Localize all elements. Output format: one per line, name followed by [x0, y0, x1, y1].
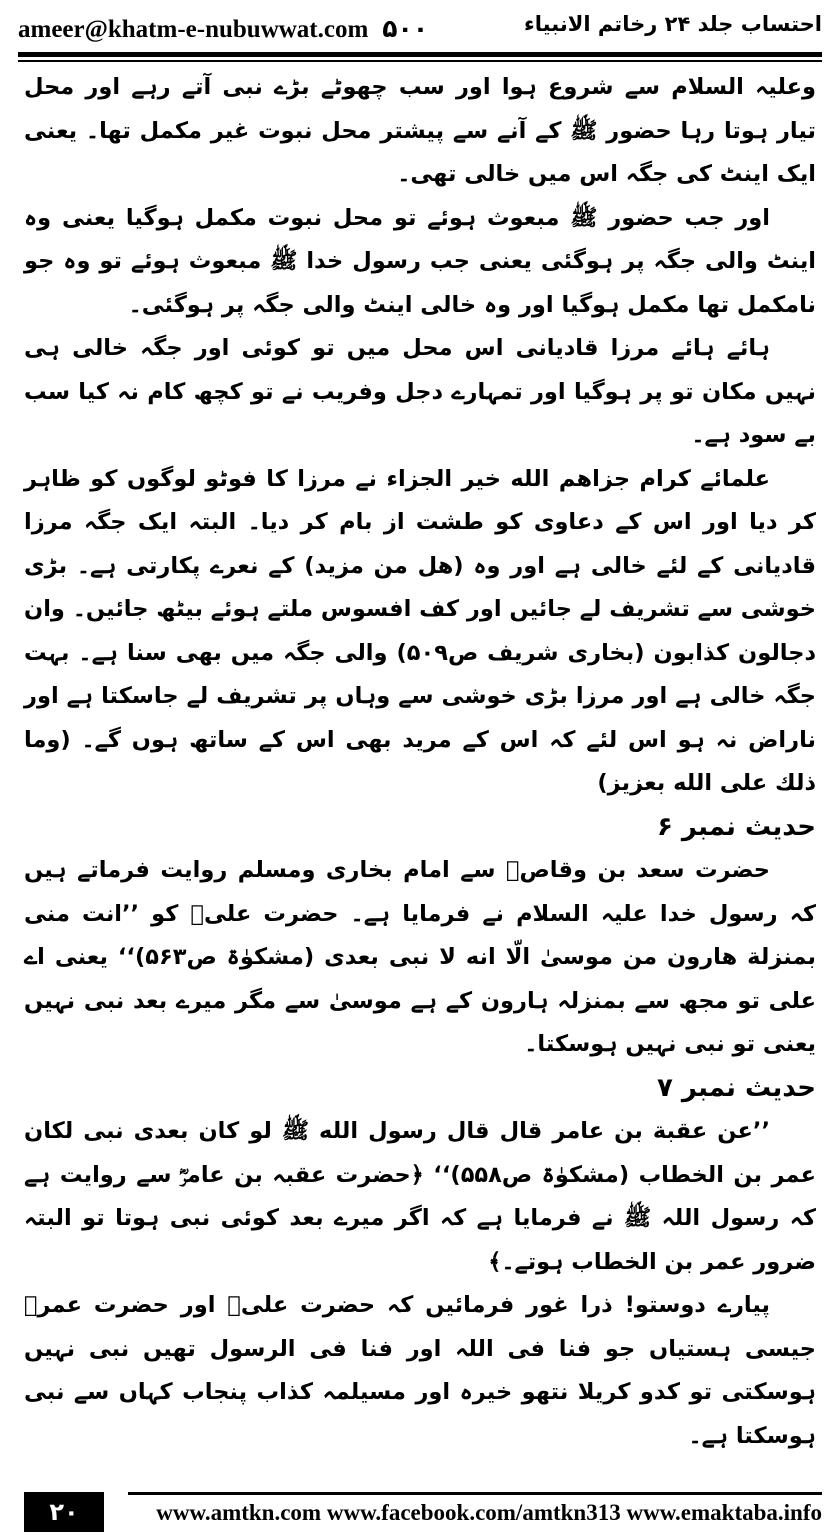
paragraph-5: حضرت سعد بن وقاصؓ سے امام بخاری ومسلم روایت فرماتے ہیں کہ رسول خدا علیہ السلام نے فرمایا ہے۔ حضرت علیؓ کو ’’انت منى بمنزلة هارون من موسىٰ الّا انه لا نبى بعدى (مشکوٰۃ ص۵۶۳)‘‘ یعنی اے علی تو مجھ سے بمنزلہ ہارون کے ہے موسیٰ سے مگر میرے بعد نبی نہیں یعنی تو نبی نہیں ہوسکتا۔	[24, 857, 816, 1057]
paragraph-1: وعلیہ السلام سے شروع ہوا اور سب چھوٹے بڑے نبی آتے رہے اور محل تیار ہوتا رہا حضور ﷺ کے آنے سے پیشتر محل نبوت غیر مکمل تھا۔ یعنی ایک اینٹ کی جگہ اس میں خالی تھی۔	[24, 74, 816, 187]
footer-links: www.amtkn.com www.facebook.com/amtkn313 www.emaktaba.info	[156, 1500, 822, 1525]
paragraph-4: علمائے کرام جزاهم الله خير الجزاء نے مرزا کا فوٹو لوگوں کو ظاہر کر دیا اور اس کے دعاوی کو طشت از بام کر دیا۔ البتہ ایک جگہ مرزا قادیانی کے لئے خالی ہے اور وہ (هل من مزيد) کے نعرے پکارتی ہے۔ بڑی خوشی سے تشریف لے جائیں اور کف افسوس ملتے ہوئے بیٹھ جائیں۔ وان دجالون كذابون (بخاری شریف ص۵۰۹) والی جگہ میں بھی سنا ہے۔ بہت جگہ خالی ہے اور مرزا بڑی خوشی سے وہاں پر تشریف لے جاسکتا ہے اور ناراض نہ ہو اس لئے کہ اس کے مرید بھی اس کے ساتھ ہوں گے۔ (وما ذلك على الله بعزيز)	[24, 465, 816, 796]
footer-page-number: ۲۰	[24, 1492, 104, 1532]
page-footer	[18, 1492, 822, 1532]
page-header	[18, 6, 822, 52]
header-rule-thick	[18, 52, 822, 57]
header-email: ameer@khatm-e-nubuwwat.com	[18, 16, 369, 43]
paragraph-7: پیارے دوستو! ذرا غور فرمائیں کہ حضرت علیؓ اور حضرت عمرؓ جیسی ہستیاں جو فنا فی اللہ اور فنا فی الرسول تھیں نبی نہیں ہوسکتی تو کدو کریلا نتھو خیرہ اور مسیلمہ کذاب پنجاب کہاں سے نبی ہوسکتا ہے۔	[24, 1292, 816, 1449]
heading-hadith-7: حدیث نمبر ۷	[656, 1072, 816, 1103]
paragraph-3: ہائے ہائے مرزا قادیانی اس محل میں تو کوئی اور جگہ خالی ہی نہیں مکان تو پر ہوگیا اور تمہارے دجل وفریب نے تو کچھ کام نہ کیا سب بے سود ہے۔	[24, 335, 816, 448]
footer-rule	[128, 1492, 822, 1495]
header-rule-thin	[18, 60, 822, 62]
paragraph-6: ’’عن عقبة بن عامر قال قال رسول الله ﷺ لو كان بعدى نبى لكان عمر بن الخطاب (مشکوٰۃ ص۵۵۸)‘‘ ﴿حضرت عقبہ بن عامرؓ سے روایت ہے کہ رسول اللہ ﷺ نے فرمایا ہے کہ اگر میرے بعد کوئی نبی ہوتا تو البتہ ضرور عمر بن الخطاب ہوتے۔﴾	[24, 1118, 816, 1275]
header-left	[18, 14, 428, 44]
header-book-title: احتساب جلد ۲۴ رخاتم الانبیاء	[524, 12, 822, 36]
paragraph-2: اور جب حضور ﷺ مبعوث ہوئے تو محل نبوت مکمل ہوگیا یعنی وہ اینٹ والی جگہ پر ہوگئی یعنی جب رسول خدا ﷺ مبعوث ہوئے تو وہ جو نامکمل تھا مکمل ہوگیا اور وہ خالی اینٹ والی جگہ پر ہوگئی۔	[24, 204, 816, 318]
header-page-number: ۵۰۰	[382, 14, 429, 43]
body-text	[24, 66, 816, 1458]
heading-hadith-6: حدیث نمبر ۶	[656, 811, 816, 842]
